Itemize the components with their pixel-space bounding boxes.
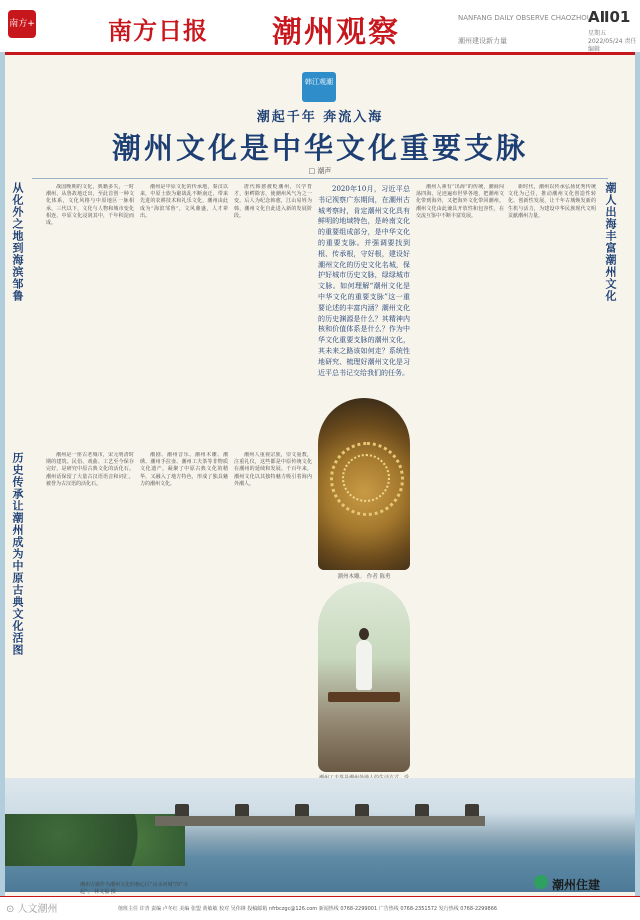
bridge-pavilion (235, 804, 249, 816)
divider (32, 178, 608, 179)
guangji-bridge (155, 816, 485, 826)
kicker: 潮起千年 奔流入海 (256, 110, 384, 125)
body-column: 新时代，潮州以传承弘扬优秀传统文化为己任，推动潮州文化创造性转化、创新性发展，让千年古城焕发新的生机与活力，为建设中华民族现代文明贡献潮州力量。 (508, 184, 596, 219)
tea-table (328, 692, 400, 702)
section-name: 潮州观察 (272, 15, 400, 50)
bridge-pavilion (465, 804, 479, 816)
watermark-right: 潮州住建 (552, 878, 601, 892)
body-column: 潮州人素有“出海”的传统，潮商闯荡四海，足迹遍布世界各地，把潮州文化带到海外，又把海外文化带回潮州。潮州文化由此兼具开放性和包容性，在交流互鉴中不断丰富发展。 (416, 184, 504, 219)
department-label: 潮州建设新力量 (458, 37, 507, 45)
person-figure (356, 640, 372, 690)
body-column: 唐代韩愈被贬潮州，兴学育才，驱鳄除害，使潮州风气为之一变。后人为纪念韩愈，江山易姓为韩，潮州文化自此进入新的发展阶段。 (234, 184, 312, 219)
headline: 潮州文化是中华文化重要支脉 (111, 131, 528, 165)
english-name: NANFANG DAILY OBSERVE CHAOZHOU (458, 14, 592, 22)
woodcarving-photo (318, 398, 410, 570)
subhead-left-bottom: 历史传承让潮州成为中原古典文化活图 (11, 452, 24, 656)
bridge-pavilion (175, 804, 189, 816)
tea-ceremony-photo (318, 582, 410, 772)
byline: □ 潮声 (308, 167, 332, 175)
right-margin-strip (635, 52, 640, 919)
body-column: 潮州是中原文化的传承地，秦汉以来，中原士族为避战乱不断南迁，带来先进的农耕技术和礼乐文化，潮州由此成为“海滨邹鲁”，文风鼎盛，人才辈出。 (140, 184, 228, 219)
subhead-right-top: 潮人出海丰富潮州文化 (604, 182, 617, 302)
bridge-pavilion (355, 804, 369, 816)
bridge-pavilion (415, 804, 429, 816)
bridge-pavilion (295, 804, 309, 816)
nanfang-plus-logo: 南方+ (8, 10, 36, 38)
date-line: 星期五 2022/05/24 责任编辑 (588, 30, 637, 53)
subhead-left-top: 从化外之地到海滨邹鲁 (11, 182, 24, 302)
footer-credits: 值班主任 许青 责编 卢冬红 美编 张盟 黄敏敏 校对 吴伟锋 投稿邮箱 nfrbczgc@126.com 新闻热线 0768-2299001 广告热线 0768-2351572 发行热线 0768-2299866 (118, 906, 498, 912)
watermark-left: ⊙ 人文潮州 (6, 904, 58, 915)
column-badge: 韩江观潮 (302, 72, 336, 102)
paper-name: 南方日报 (108, 16, 208, 45)
photo-caption: 潮州木雕。 作者 陈勇 (337, 574, 391, 580)
body-column: 战国晚期的文化，典籍多失，一时潮州，从鲁故地迁出，至此首创一种文化体系，文化风格与中原地区一脉相承，三代以下，文化与人物和城市变化相连，中原文化浸润其中，千年积淀而成。 (46, 184, 134, 227)
photo-caption: 潮州古城作为潮州文化的核心区“山水河城”的“兴起”。 林文福 摄 (80, 882, 188, 895)
body-column: 潮州人重视宗族，崇文重教，注重礼仪，这些都是中原传统文化在潮州的延续和发展。千百年来，潮州文化以其独特魅力吸引着海内外潮人。 (234, 452, 312, 487)
carving-ring-inner (342, 454, 390, 502)
body-column: 潮剧、潮州音乐、潮州木雕、潮绣、潮州手拉壶、潮州工夫茶等非物质文化遗产，凝聚了中原古典文化的精华，又融入了地方特色，形成了独具魅力的潮州文化。 (140, 452, 228, 487)
wechat-icon (534, 875, 548, 889)
person-head (359, 628, 369, 640)
body-column: 潮州是一座古老城市，宋元明清时期的建筑、民俗、戏曲、工艺至今保存完好，是研究中原古典文化的活化石。潮州话保留了大量古汉语语音和词汇，被誉为古汉语的活化石。 (46, 452, 134, 487)
page-number: AⅡ01 (588, 8, 631, 26)
lead-paragraph: 2020年10月，习近平总书记视察广东期间，在潮州古城考察时，肯定潮州文化具有鲜明的地域特色，是岭南文化的重要组成部分，是中华文化的重要支脉。并强调要找到根、传承根，守好根，建设好潮州文化的历史文化名城，保护好城市历史文脉，绿绿城市文脉。如何理解“潮州文化是中华文化的重要支脉”这一重要论述的丰富内涵？潮州文化的历史渊源是什么？其精神内核和价值体系是什么？作为中华文化重要支脉的潮州文化，其未来之路该如何走？系统性地研究、梳理好潮州文化是习近平总书记交给我们的任务。 (318, 185, 410, 377)
